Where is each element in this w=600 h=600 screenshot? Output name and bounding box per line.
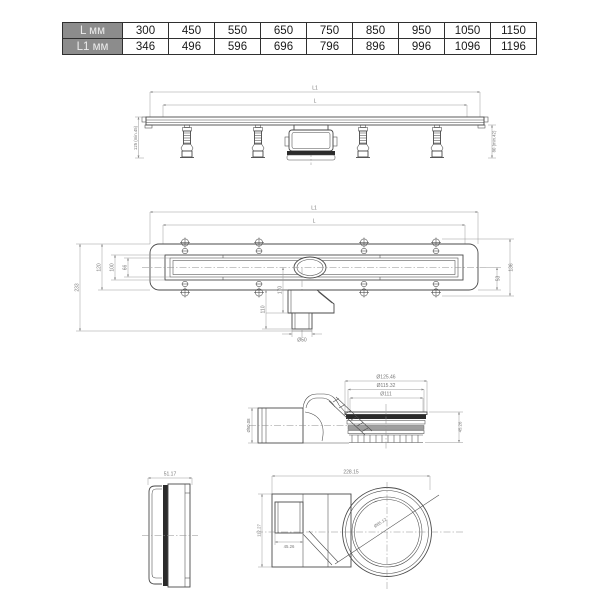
- trap-bottom-body: [256, 482, 465, 590]
- table-cell: 896: [353, 39, 399, 55]
- dim-label-22815: 228.15: [343, 469, 359, 476]
- dim-label-110: 110: [260, 305, 267, 314]
- table-cell: 996: [399, 39, 445, 55]
- dim-label-L: L: [312, 218, 316, 225]
- table-cell: 650: [261, 23, 307, 39]
- dim-label-4526: 45.26: [457, 421, 463, 433]
- table-cell: 696: [261, 39, 307, 55]
- siphon-body: [285, 125, 337, 165]
- dim-label-d5008: Ø50.08: [246, 418, 251, 433]
- table-row-L1: [63, 39, 537, 55]
- dim-label-d115: Ø115.32: [376, 383, 396, 389]
- dim-label-53: 53: [495, 275, 502, 282]
- table-cell: 850: [353, 23, 399, 39]
- dim-edge-offset: [478, 268, 502, 291]
- table-cell: 300: [123, 23, 169, 39]
- table-cell: 596: [215, 39, 261, 55]
- table-cell: 550: [215, 23, 261, 39]
- dim-stack-height: [425, 412, 463, 443]
- bottom-view: [253, 468, 470, 598]
- dimensions-table: [62, 22, 537, 55]
- dim-label-66: 66: [122, 264, 129, 271]
- dim-label-height-right: 80 (min.42): [491, 130, 497, 153]
- dim-label-170: 170: [277, 285, 284, 295]
- dim-label-height-left: 125 (min.45): [133, 125, 138, 151]
- table-cell: 496: [169, 39, 215, 55]
- dim-label-d8512: Ø85.12: [372, 516, 388, 529]
- flange-side-view: [140, 470, 202, 598]
- adjustable-foot: [430, 125, 444, 158]
- table-header-L1: L1 мм: [63, 39, 123, 55]
- table-cell: 1050: [445, 23, 491, 39]
- dim-label-L1: L1: [311, 205, 317, 212]
- dim-outlet-offset-2: [261, 290, 293, 329]
- table-cell: 950: [399, 23, 445, 39]
- dim-label-5117: 51.17: [163, 471, 177, 478]
- dim-bottom-height: [257, 494, 273, 567]
- dim-height-left: [133, 117, 144, 158]
- adjustable-foot: [356, 125, 370, 158]
- adjustable-foot: [251, 125, 265, 158]
- table-row-L: [63, 23, 537, 39]
- dim-label-d111: Ø111: [380, 391, 392, 398]
- table-cell: 750: [307, 23, 353, 39]
- outlet-pipe-section: [249, 394, 372, 443]
- dim-L-plan: [163, 219, 465, 245]
- dim-label-L1: L1: [312, 85, 318, 92]
- dim-pipe-dia: [246, 408, 258, 443]
- dim-bottom-length: [272, 470, 430, 495]
- table-cell: 1096: [445, 39, 491, 55]
- dim-label-d50: Ø50: [297, 337, 307, 344]
- dim-label-100: 100: [109, 263, 116, 272]
- dim-height-right: [488, 125, 497, 158]
- table-header-L: L мм: [63, 23, 123, 39]
- dim-dia-inner: [350, 392, 423, 413]
- plan-view: [70, 200, 530, 360]
- dim-flange-thickness: [148, 472, 192, 486]
- dim-label-11227: 112.27: [256, 524, 262, 537]
- dim-label-L: L: [313, 98, 317, 105]
- elevation-view: [130, 80, 500, 198]
- table-cell: 796: [307, 39, 353, 55]
- flange-stack: [345, 404, 427, 450]
- table-cell: 346: [123, 39, 169, 55]
- dim-L-elevation: [163, 99, 467, 118]
- dim-label-4526b: 45.26: [283, 544, 295, 549]
- section-view: [235, 362, 480, 465]
- table-cell: 1196: [491, 39, 537, 55]
- dim-label-136: 136: [508, 263, 515, 272]
- trap-outlet-plan: [288, 290, 334, 331]
- flange-profile: [142, 484, 198, 587]
- dim-label-d125: Ø125.46: [376, 374, 396, 381]
- table-cell: 1150: [491, 23, 537, 39]
- dim-label-120: 120: [96, 263, 103, 272]
- dim-label-233: 233: [74, 283, 81, 292]
- adjustable-foot: [180, 125, 194, 158]
- table-cell: 450: [169, 23, 215, 39]
- outlet-square: [275, 502, 303, 533]
